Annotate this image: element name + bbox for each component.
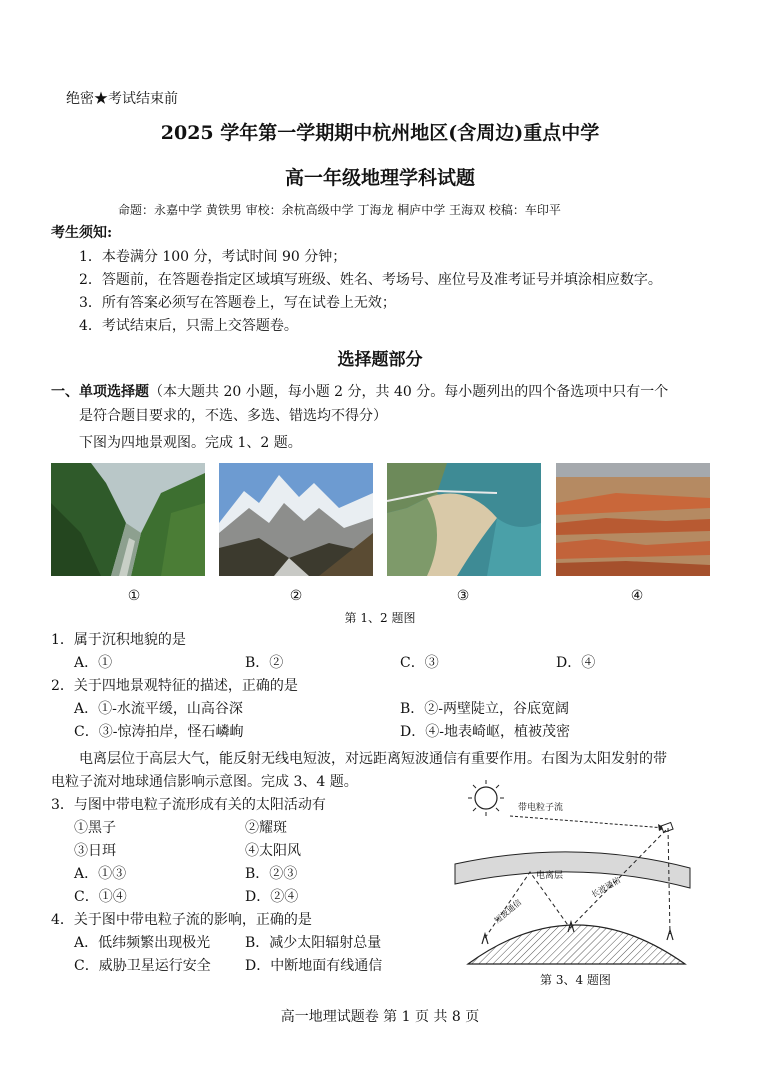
page-footer: 高一地理试题卷 第 1 页 共 8 页 [280,1009,480,1025]
exam-subtitle: 高一年级地理学科试题 [284,167,475,189]
q3-option-b: B．②③ [245,866,298,882]
q4-option-b: B．减少太阳辐射总量 [245,935,382,951]
notice-heading: 考生须知: [51,225,113,241]
q2-stem: 2．关于四地景观特征的描述，正确的是 [51,678,298,694]
photo-label-3: ③ [456,588,470,604]
notice-item: 3．所有答案必须写在答题卷上，写在试卷上无效； [79,295,396,311]
photo-glacier-valley [219,463,373,576]
q1-option-b: B．② [245,655,284,671]
q1-option-a: A．① [74,655,113,671]
intro-q34-line2: 电粒子流对地球通信影响示意图。完成 3、4 题。 [51,774,358,790]
q2-option-b: B．②-两壁陡立，谷底宽阔 [400,701,570,717]
q4-option-d: D．中断地面有线通信 [245,958,383,974]
q1-option-c: C．③ [400,655,439,671]
photo-label-1: ① [127,588,141,604]
ionosphere-label: 电离层 [536,871,564,881]
q3-item-3: ③日珥 [74,843,116,859]
q3-option-d: D．②④ [245,889,299,905]
q3-option-c: C．①④ [74,889,127,905]
photo-estuary-satellite [387,463,541,576]
q4-option-c: C．威胁卫星运行安全 [74,958,211,974]
part-label: 一、单项选择题 [51,384,149,400]
exam-title: 2025 学年第一学期期中杭州地区(含周边)重点中学 [160,122,600,144]
notice-item: 1．本卷满分 100 分，考试时间 90 分钟； [79,249,347,265]
q1-option-d: D．④ [556,655,596,671]
long-wave-label: 长波通信 [589,875,623,900]
q3-item-2: ②耀斑 [245,820,287,836]
ionosphere-diagram [440,776,700,968]
photo-yardang [556,463,710,576]
part-desc: （本大题共 20 小题，每小题 2 分，共 40 分。每小题列出的四个备选项中只有一个 [149,384,669,400]
notice-item: 2．答题前，在答题卷指定区域填写班级、姓名、考场号、座位号及准考证号并填涂相应数字。 [79,272,662,288]
section-title: 选择题部分 [337,350,423,370]
q2-option-d: D．④-地表崎岖，植被茂密 [400,724,570,740]
q2-option-a: A．①-水流平缓，山高谷深 [74,701,243,717]
photo-gorge [51,463,205,576]
notice-item: 4．考试结束后，只需上交答题卷。 [79,318,298,334]
q3-item-4: ④太阳风 [245,843,301,859]
photo-caption: 第 1、2 题图 [344,611,416,625]
sun-icon [468,780,504,816]
particle-stream-label: 带电粒子流 [518,803,564,813]
part-heading [51,381,668,401]
q3-item-1: ①黑子 [74,820,116,836]
q4-stem: 4．关于图中带电粒子流的影响，正确的是 [51,912,312,928]
authors-line: 命题：永嘉中学 黄铁男 审校：余杭高级中学 丁海龙 桐庐中学 王海双 校稿：车印平 [118,203,561,217]
part-desc-2: 是符合题目要求的，不选、多选、错选均不得分） [79,408,387,424]
q3-option-a: A．①③ [74,866,127,882]
short-wave-label: 短波通信 [492,897,524,926]
q1-stem: 1．属于沉积地貌的是 [51,632,186,648]
q3-stem: 3．与图中带电粒子流形成有关的太阳活动有 [51,797,326,813]
q4-option-a: A．低纬频繁出现极光 [74,935,211,951]
photo-label-2: ② [289,588,303,604]
intro-q34-line1: 电离层位于高层大气，能反射无线电短波，对远距离短波通信有重要作用。右图为太阳发射的带 [79,751,667,767]
intro-q12: 下图为四地景观图。完成 1、2 题。 [79,435,302,451]
diagram-caption: 第 3、4 题图 [540,973,611,987]
photo-label-4: ④ [630,588,644,604]
q2-option-c: C．③-惊涛拍岸，怪石嶙峋 [74,724,244,740]
secret-label: 绝密★考试结束前 [66,91,178,107]
